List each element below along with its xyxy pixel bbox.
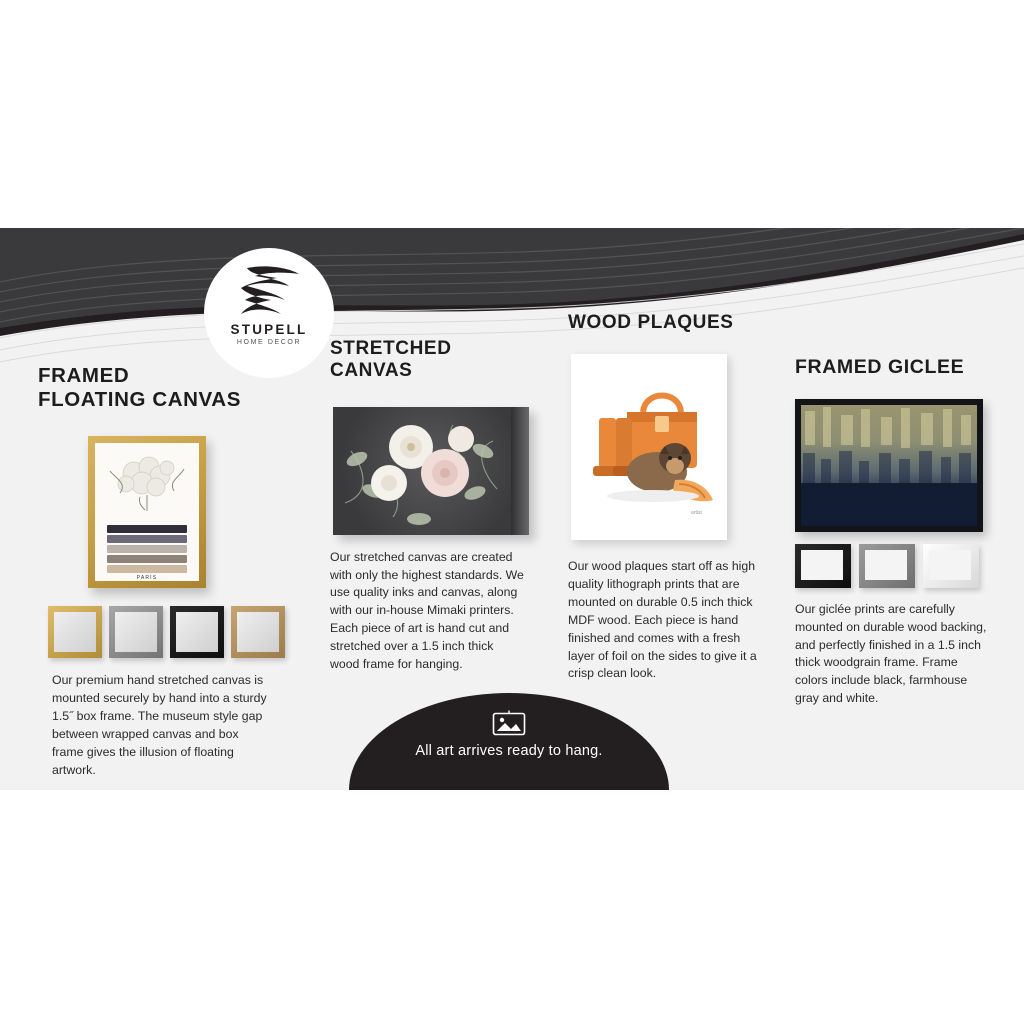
stretched-canvas-artwork <box>333 407 529 535</box>
column-title <box>330 338 530 383</box>
column-stretched-canvas <box>330 338 530 674</box>
framed-giclee-artwork <box>795 399 983 532</box>
frame-color-swatches <box>48 606 300 658</box>
column-description: Our premium hand stretched canvas is mounted securely by hand into a sturdy 1.5˝ box frame. The museum style gap between wrapped canvas and box frame gives the illusion of floating artwork. <box>52 673 267 777</box>
stacked-books-illustration <box>107 525 187 582</box>
column-title-line1: FRAMED GICLEE <box>795 356 965 378</box>
brand-tagline: HOME DECOR <box>236 339 302 346</box>
oak-frame-swatch <box>231 606 285 658</box>
column-title-line1: FRAMED <box>38 364 130 387</box>
column-description: Our giclée prints are carefully mounted on durable wood backing, and perfectly finished in a 1.5 inch thick woodgrain frame. Frame colors include black, farmhouse gray and white. <box>795 602 987 706</box>
framed-floating-canvas-artwork <box>88 436 206 588</box>
canvas-side-edge <box>511 407 529 535</box>
column-wood-plaques <box>568 312 764 683</box>
white-giclee-frame-swatch <box>923 544 979 588</box>
column-title <box>568 312 764 334</box>
column-title-line2: FLOATING CANVAS <box>38 388 241 412</box>
svg-text:artist: artist <box>691 510 702 517</box>
column-title-line1: STRETCHED <box>330 338 452 359</box>
column-description: Our wood plaques start off as high quality lithograph prints that are mounted on durable 0.5 inch thick MDF wood. Each piece is hand finished and comes with a fresh layer of foil on the sides to give it a crisp clean look. <box>568 559 757 681</box>
framed-picture-icon <box>491 709 527 737</box>
column-framed-floating-canvas <box>38 364 300 779</box>
ready-to-hang-banner <box>349 693 669 790</box>
wood-plaque-artwork <box>571 354 727 540</box>
column-title <box>795 356 993 379</box>
gold-frame-swatch <box>48 606 102 658</box>
brand-name: STUPELL <box>230 322 308 337</box>
column-title-line1: WOOD PLAQUES <box>568 312 734 333</box>
ready-to-hang-text: All art arrives ready to hang. <box>415 743 603 759</box>
book-label: PARIS <box>136 575 158 582</box>
brand-logo-badge <box>204 248 334 378</box>
black-frame-swatch <box>170 606 224 658</box>
column-title-line2: CANVAS <box>330 360 413 382</box>
product-types-infographic <box>0 228 1024 790</box>
gray-frame-swatch <box>109 606 163 658</box>
giclee-frame-swatches <box>795 544 993 588</box>
black-giclee-frame-swatch <box>795 544 851 588</box>
stupell-swirl-logo-icon <box>233 262 305 320</box>
column-framed-giclee <box>795 356 993 708</box>
gray-giclee-frame-swatch <box>859 544 915 588</box>
column-description: Our stretched canvas are created with only the highest standards. We use quality inks and canvas, along with our in-house Mimaki printers. Each piece of art is hand cut and stretched over a 1.5 inch thick wood frame for hanging. <box>330 549 524 671</box>
hydrangea-bouquet-illustration <box>104 453 190 515</box>
